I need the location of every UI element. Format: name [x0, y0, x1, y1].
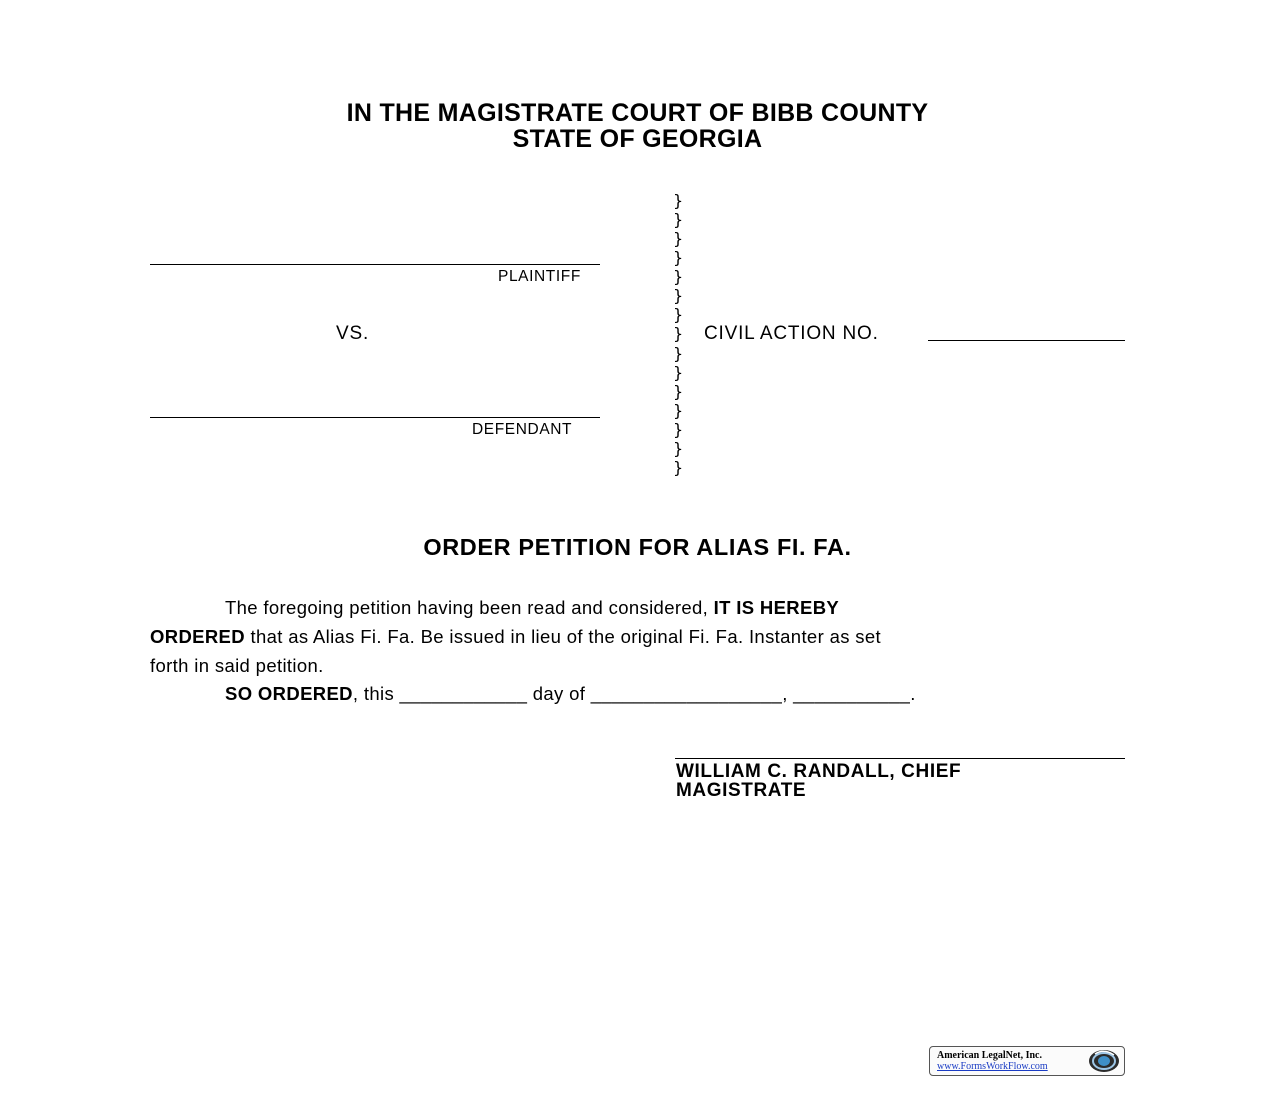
order-body-line-1 [225, 597, 839, 619]
brace-mark: } [673, 363, 684, 382]
order-body-line-2 [150, 626, 881, 648]
globe-logo-icon [1087, 1048, 1121, 1074]
state-name-heading: STATE OF GEORGIA [512, 125, 763, 153]
defendant-name-line [150, 417, 600, 418]
brace-mark: } [673, 344, 684, 363]
plaintiff-name-line [150, 264, 600, 265]
civil-action-label: CIVIL ACTION NO. [704, 323, 879, 344]
american-legalnet-logo [929, 1046, 1125, 1076]
signer-name: WILLIAM C. RANDALL, CHIEF [676, 761, 962, 782]
brace-mark: } [673, 420, 684, 439]
plaintiff-label: PLAINTIFF [498, 268, 581, 285]
defendant-label: DEFENDANT [472, 421, 573, 438]
brace-mark: } [673, 286, 684, 305]
so-ordered-line [225, 683, 916, 705]
brace-mark: } [673, 267, 684, 286]
so-ordered-emphasis: SO ORDERED [225, 683, 353, 704]
brace-mark: } [673, 439, 684, 458]
order-body-text: that as Alias Fi. Fa. Be issued in lieu of the original Fi. Fa. Instanter as set [244, 626, 882, 647]
brace-mark: } [673, 305, 684, 324]
brace-mark: } [673, 382, 684, 401]
logo-company-name: American LegalNet, Inc. [937, 1050, 1042, 1061]
brace-mark: } [673, 210, 684, 229]
court-name-heading: IN THE MAGISTRATE COURT OF BIBB COUNTY [346, 99, 929, 127]
brace-mark: } [673, 324, 684, 343]
brace-mark: } [673, 191, 684, 210]
brace-mark: } [673, 458, 684, 477]
civil-action-number-line [928, 340, 1125, 341]
order-title: ORDER PETITION FOR ALIAS FI. FA. [423, 534, 852, 560]
order-body-line-3: forth in said petition. [150, 655, 324, 676]
versus-label: VS. [336, 323, 370, 344]
so-ordered-date-blanks: , this ____________ day of __________________, ___________. [352, 683, 916, 704]
signer-title: MAGISTRATE [676, 780, 807, 801]
brace-mark: } [673, 401, 684, 420]
brace-mark: } [673, 229, 684, 248]
brace-mark: } [673, 248, 684, 267]
order-body-emphasis: ORDERED [150, 626, 245, 647]
order-body-text: The foregoing petition having been read and considered, [225, 597, 714, 618]
order-body-emphasis: IT IS HEREBY [713, 597, 840, 618]
logo-website-link[interactable]: www.FormsWorkFlow.com [937, 1061, 1048, 1072]
signature-line [675, 758, 1125, 759]
